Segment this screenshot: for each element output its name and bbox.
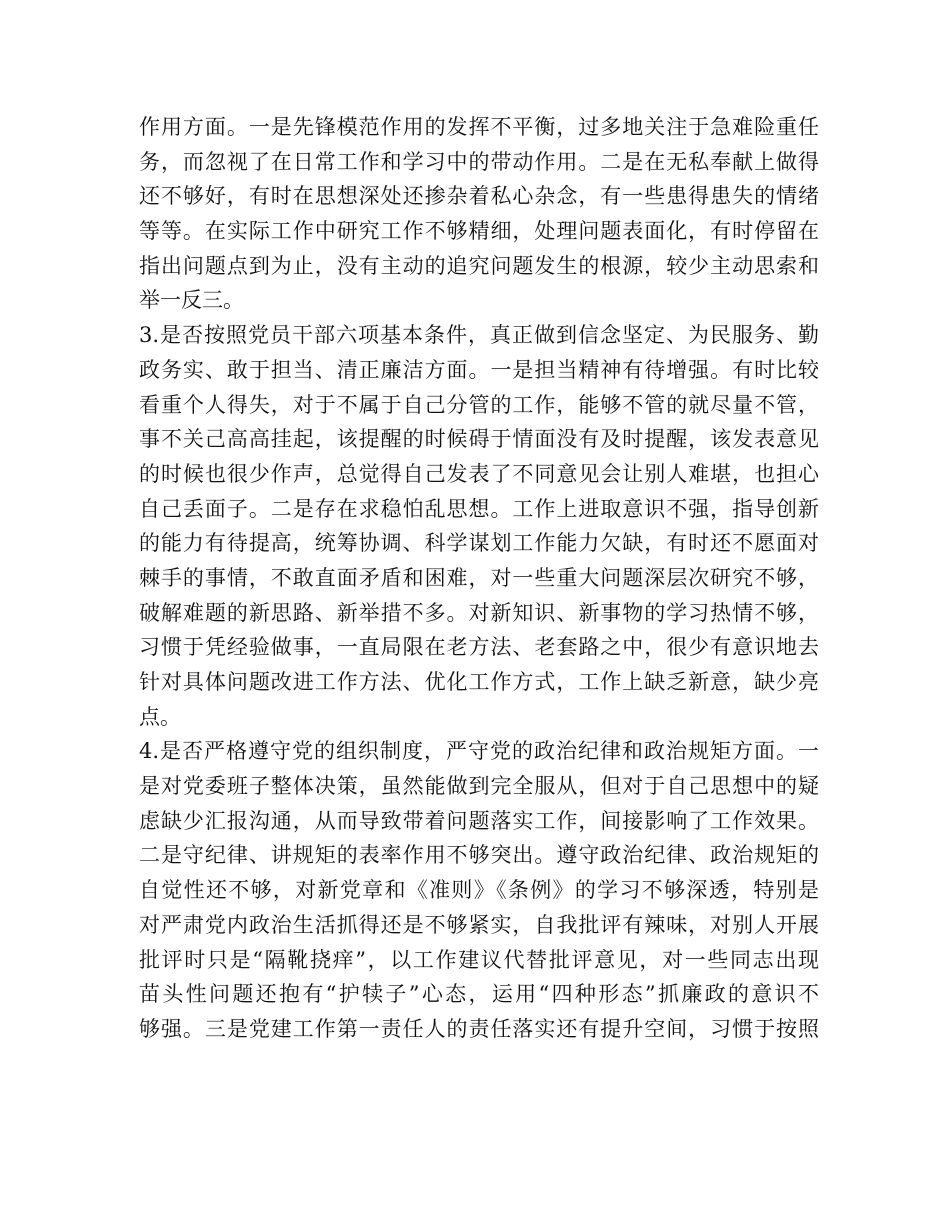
text-line: 破解难题的新思路、新举措不多。对新知识、新事物的学习热情不够， — [139, 600, 819, 625]
text-line: 二是守纪律、讲规矩的表率作用不够突出。遵守政治纪律、政治规矩的 — [139, 843, 819, 868]
text-line: 还不够好，有时在思想深处还掺杂着私心杂念，有一些患得患失的情绪 — [139, 184, 819, 209]
text-line: 习惯于凭经验做事，一直局限在老方法、老套路之中，很少有意识地去 — [139, 635, 819, 660]
text-line: 看重个人得失，对于不属于自己分管的工作，能够不管的就尽量不管， — [139, 392, 819, 417]
text-line: 政务实、敢于担当、清正廉洁方面。一是担当精神有待增强。有时比较 — [139, 357, 819, 382]
text-line: 3.是否按照党员干部六项基本条件，真正做到信念坚定、为民服务、勤 — [139, 323, 819, 348]
text-line: 对严肃党内政治生活抓得还是不够紧实，自我批评有辣味，对别人开展 — [139, 912, 819, 937]
text-line: 举一反三。 — [139, 288, 244, 313]
text-line: 棘手的事情，不敢直面矛盾和困难，对一些重大问题深层次研究不够， — [139, 565, 819, 590]
text-line: 自觉性还不够，对新党章和《准则》《条例》的学习不够深透，特别是 — [139, 878, 819, 903]
text-line: 的时候也很少作声，总觉得自己发表了不同意见会让别人难堪，也担心 — [139, 461, 819, 486]
document-body-text — [139, 110, 819, 1047]
text-line: 4.是否严格遵守党的组织制度，严守党的政治纪律和政治规矩方面。一 — [139, 739, 819, 764]
text-line: 够强。三是党建工作第一责任人的责任落实还有提升空间，习惯于按照 — [139, 1016, 819, 1041]
text-line: 批评时只是“隔靴挠痒”，以工作建议代替批评意见，对一些同志出现 — [139, 947, 819, 972]
text-line: 针对具体问题改进工作方法、优化工作方式，工作上缺乏新意，缺少亮 — [139, 670, 819, 694]
text-line: 自己丢面子。二是存在求稳怕乱思想。工作上进取意识不强，指导创新 — [139, 496, 819, 521]
text-line: 的能力有待提高，统筹协调、科学谋划工作能力欠缺，有时还不愿面对 — [139, 531, 819, 556]
text-line: 务，而忽视了在日常工作和学习中的带动作用。二是在无私奉献上做得 — [139, 149, 819, 174]
text-line: 点。 — [139, 704, 181, 729]
text-line: 虑缺少汇报沟通，从而导致带着问题落实工作，间接影响了工作效果。 — [139, 808, 819, 833]
text-line: 苗头性问题还抱有“护犊子”心态，运用“四种形态”抓廉政的意识不 — [139, 982, 819, 1007]
text-line: 指出问题点到为止，没有主动的追究问题发生的根源，较少主动思索和 — [139, 253, 819, 278]
text-line: 等等。在实际工作中研究工作不够精细，处理问题表面化，有时停留在 — [139, 219, 819, 244]
text-line: 是对党委班子整体决策，虽然能做到完全服从，但对于自己思想中的疑 — [139, 774, 819, 799]
text-line: 事不关己高高挂起，该提醒的时候碍于情面没有及时提醒，该发表意见 — [139, 427, 819, 452]
text-line: 作用方面。一是先锋模范作用的发挥不平衡，过多地关注于急难险重任 — [139, 115, 819, 139]
